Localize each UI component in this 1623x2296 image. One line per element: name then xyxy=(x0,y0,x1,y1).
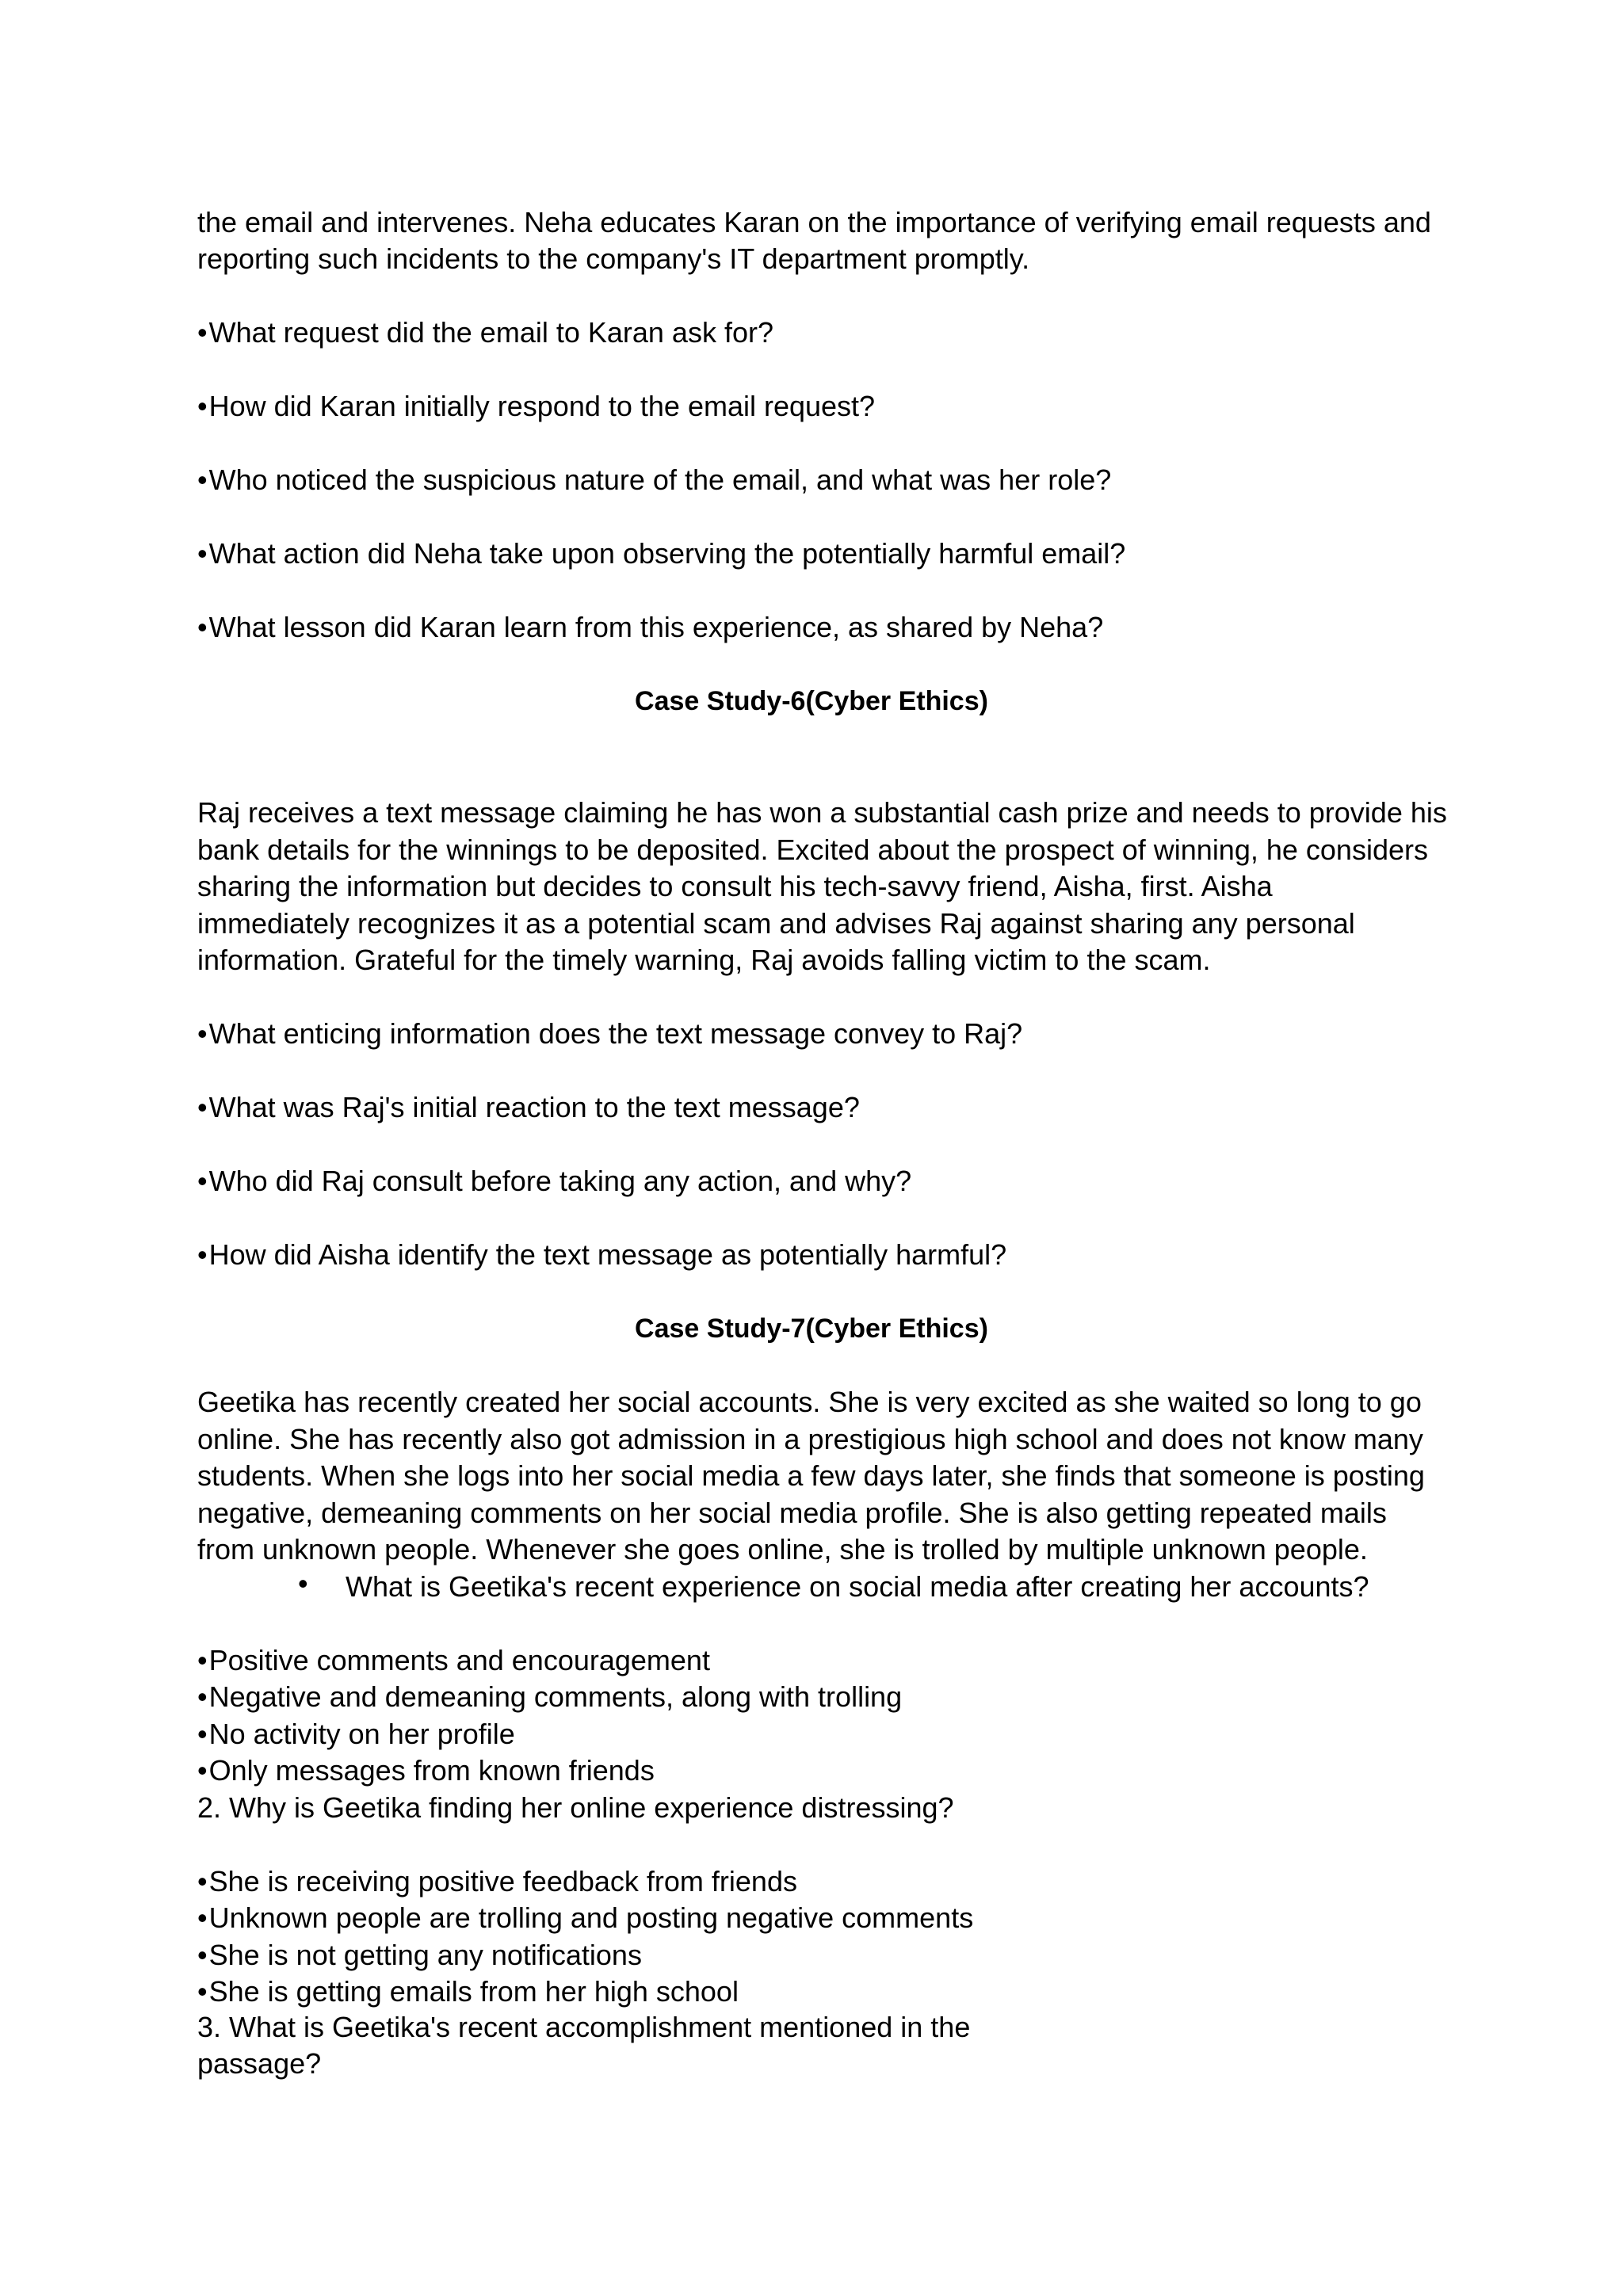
question-item: • What request did the email to Karan ask for? xyxy=(197,315,773,351)
question-1: What is Geetika's recent experience on social media after creating her accounts? xyxy=(346,1570,1369,1603)
question-item: • Who noticed the suspicious nature of the email, and what was her role? xyxy=(197,462,1111,498)
case-study-7-paragraph-line: Geetika has recently created her social accounts. She is very excited as she waited so long to go xyxy=(197,1386,1422,1418)
option-item: • No activity on her profile xyxy=(197,1716,515,1753)
case-study-7-paragraph-line: negative, demeaning comments on her social media profile. She is also getting repeated mails xyxy=(197,1497,1387,1529)
question-3-line: passage? xyxy=(197,2047,322,2080)
case-study-6-paragraph-line: immediately recognizes it as a potential scam and advises Raj against sharing any personal xyxy=(197,907,1355,940)
question-item: • What was Raj's initial reaction to the text message? xyxy=(197,1089,860,1126)
case-study-6-paragraph-line: Raj receives a text message claiming he has won a substantial cash prize and needs to provide his xyxy=(197,796,1447,829)
question-3-line: 3. What is Geetika's recent accomplishment mentioned in the xyxy=(197,2011,971,2043)
case-study-7-paragraph-line: from unknown people. Whenever she goes online, she is trolled by multiple unknown people. xyxy=(197,1533,1368,1566)
intro-line: reporting such incidents to the company's IT department promptly. xyxy=(197,242,1030,275)
case-study-6-paragraph-line: bank details for the winnings to be deposited. Excited about the prospect of winning, he considers xyxy=(197,833,1428,866)
option-item: • Negative and demeaning comments, along with trolling xyxy=(197,1679,902,1715)
case-study-6-paragraph-line: information. Grateful for the timely warning, Raj avoids falling victim to the scam. xyxy=(197,944,1211,976)
bullet-icon: • xyxy=(298,1567,308,1600)
question-item: • What lesson did Karan learn from this experience, as shared by Neha? xyxy=(197,609,1103,646)
question-item: • Who did Raj consult before taking any action, and why? xyxy=(197,1163,911,1199)
question-item: • What enticing information does the text message convey to Raj? xyxy=(197,1016,1022,1052)
option-item: • Positive comments and encouragement xyxy=(197,1642,710,1679)
intro-line: the email and intervenes. Neha educates Karan on the importance of verifying email requests and xyxy=(197,206,1431,238)
option-item: • She is receiving positive feedback from friends xyxy=(197,1863,797,1900)
question-item: • How did Aisha identify the text message as potentially harmful? xyxy=(197,1237,1006,1273)
case-study-6-paragraph-line: sharing the information but decides to consult his tech-savvy friend, Aisha, first. Aisha xyxy=(197,870,1273,902)
question-item: • What action did Neha take upon observing the potentially harmful email? xyxy=(197,536,1125,572)
question-item: • How did Karan initially respond to the email request? xyxy=(197,388,875,425)
case-study-7-heading: Case Study-7(Cyber Ethics) xyxy=(635,1314,988,1344)
case-study-7-paragraph-line: online. She has recently also got admission in a prestigious high school and does not know many xyxy=(197,1423,1423,1455)
case-study-7-paragraph-line: students. When she logs into her social media a few days later, she finds that someone is posting xyxy=(197,1459,1425,1492)
case-study-6-heading: Case Study-6(Cyber Ethics) xyxy=(635,686,988,716)
question-2: 2. Why is Geetika finding her online experience distressing? xyxy=(197,1791,954,1824)
option-item: • Unknown people are trolling and posting negative comments xyxy=(197,1900,973,1936)
option-item: • Only messages from known friends xyxy=(197,1753,655,1789)
option-item: • She is not getting any notifications xyxy=(197,1937,642,1974)
option-item: • She is getting emails from her high school xyxy=(197,1974,739,2010)
